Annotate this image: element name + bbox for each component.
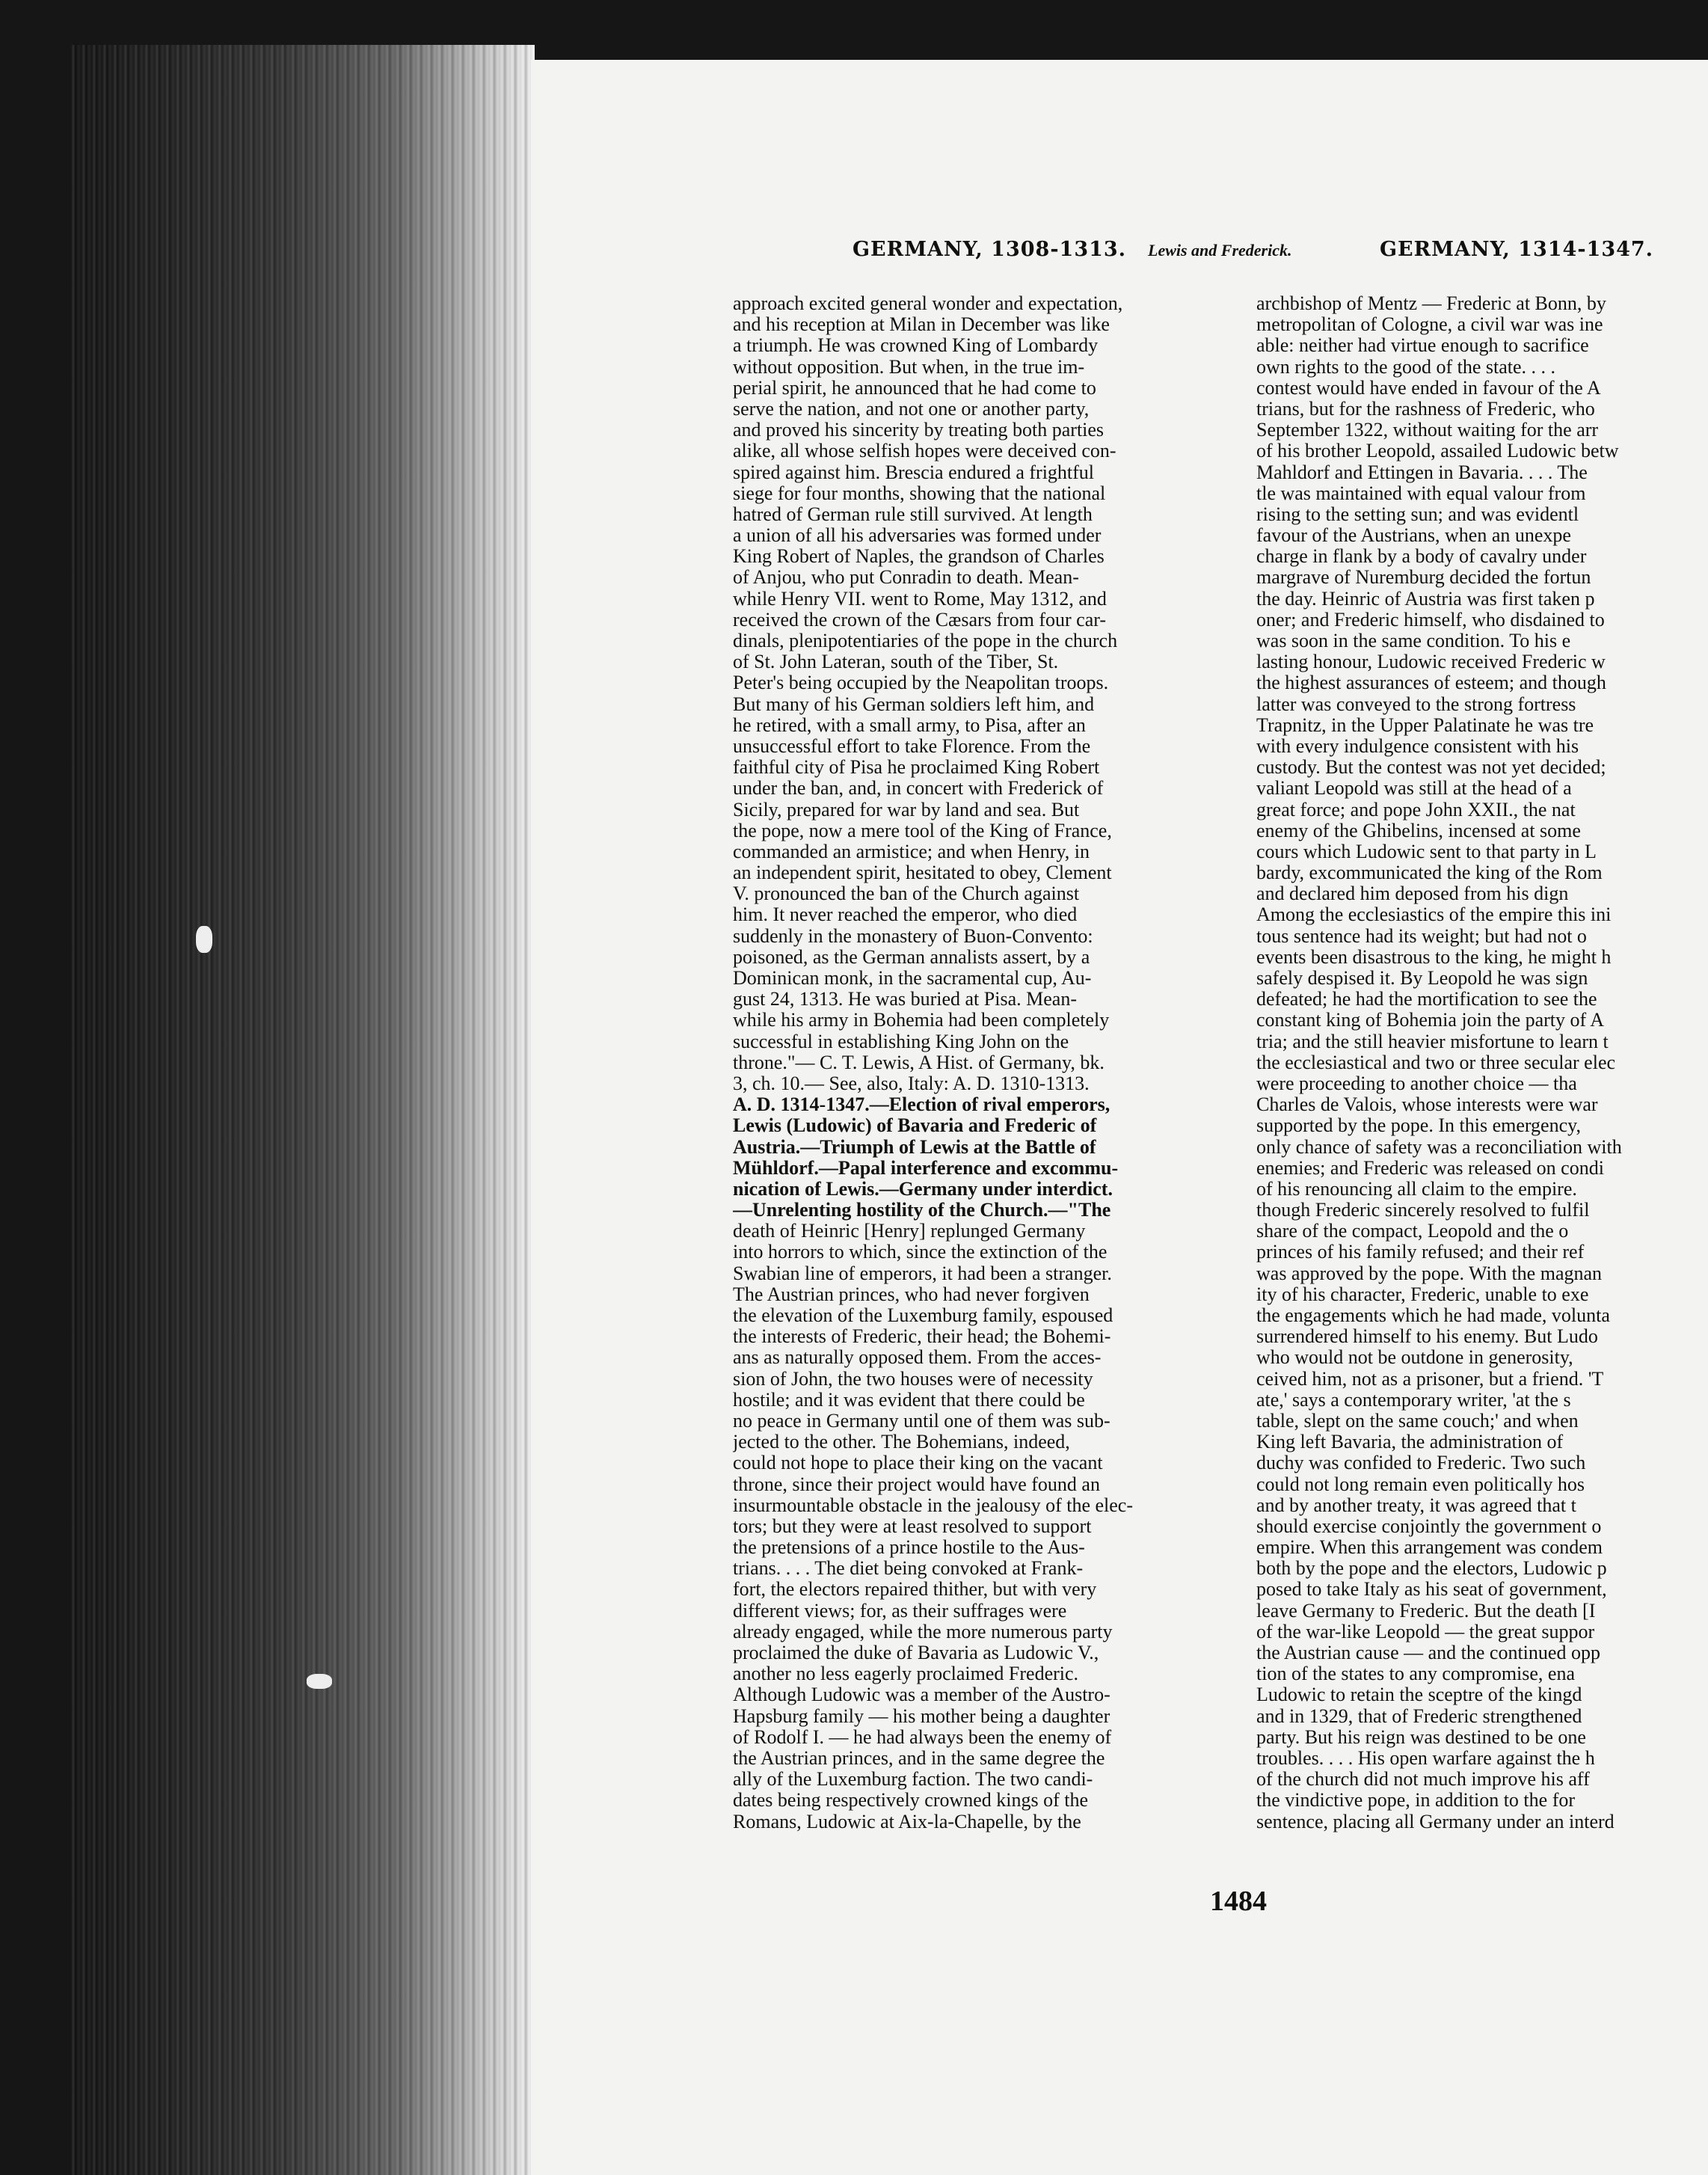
text-line: dates being respectively crowned kings of the — [733, 1790, 1089, 1812]
text-line: another no less eagerly proclaimed Frederic. — [733, 1663, 1079, 1685]
text-line: the pretensions of a prince hostile to the Aus- — [733, 1537, 1085, 1559]
text-line: no peace in Germany until one of them was sub- — [733, 1410, 1110, 1432]
text-line: contest would have ended in favour of the A — [1256, 377, 1601, 399]
text-line: archbishop of Mentz — Frederic at Bonn, by — [1256, 293, 1606, 314]
text-line: 3, ch. 10.— See, also, Italy: A. D. 1310-1313. — [733, 1073, 1090, 1094]
text-line: Trapnitz, in the Upper Palatinate he was tre — [1256, 714, 1594, 736]
text-line: a triumph. He was crowned King of Lombardy — [733, 335, 1099, 357]
text-line: custody. But the contest was not yet decided; — [1256, 757, 1606, 779]
text-line: into horrors to which, since the extinction of the — [733, 1242, 1108, 1263]
text-line: suddenly in the monastery of Buon-Convento: — [733, 925, 1093, 947]
text-line: both by the pope and the electors, Ludowic p — [1256, 1558, 1607, 1580]
text-line: the day. Heinric of Austria was first taken p — [1256, 588, 1595, 610]
text-line: King Robert of Naples, the grandson of Charles — [733, 546, 1105, 568]
text-line: of Rodolf I. — he had always been the enemy of — [733, 1726, 1112, 1748]
text-line: death of Heinric [Henry] replunged Germany — [733, 1221, 1086, 1242]
text-line: tous sentence had its weight; but had not o — [1256, 925, 1587, 947]
text-line: Mahldorf and Ettingen in Bavaria. . . . The — [1256, 461, 1588, 483]
text-line: posed to take Italy as his seat of government, — [1256, 1579, 1607, 1601]
text-line: the engagements which he had made, volunta — [1256, 1305, 1610, 1326]
text-line: Lewis (Ludowic) of Bavaria and Frederic of — [733, 1115, 1097, 1137]
text-line: nication of Lewis.—Germany under interdict. — [733, 1178, 1113, 1200]
text-line: hostile; and it was evident that there could be — [733, 1389, 1085, 1411]
text-line: while Henry VII. went to Rome, May 1312, and — [733, 588, 1107, 610]
text-line: oner; and Frederic himself, who disdained to — [1256, 609, 1605, 631]
text-line: was soon in the same condition. To his e — [1256, 631, 1571, 651]
text-line: could not hope to place their king on the vacant — [733, 1452, 1103, 1474]
text-line: Charles de Valois, whose interests were war — [1256, 1094, 1598, 1116]
text-line: could not long remain even politically hos — [1256, 1473, 1585, 1495]
text-line: Ludowic to retain the sceptre of the kingd — [1256, 1684, 1582, 1706]
text-line: leave Germany to Frederic. But the death [I — [1256, 1600, 1596, 1622]
text-line: an independent spirit, hesitated to obey, Clement — [733, 862, 1112, 884]
text-line: successful in establishing King John on the — [733, 1031, 1069, 1052]
text-line: perial spirit, he announced that he had come to — [733, 377, 1096, 399]
text-line: latter was conveyed to the strong fortress — [1256, 693, 1576, 715]
text-line: the ecclesiastical and two or three secular elec — [1256, 1052, 1616, 1073]
header-left: GERMANY, 1308-1313. — [853, 238, 1127, 261]
text-line: tors; but they were at least resolved to support — [733, 1515, 1092, 1537]
text-line: enemy of the Ghibelins, incensed at some — [1256, 820, 1581, 841]
text-line: September 1322, without waiting for the arr — [1256, 420, 1599, 441]
text-line: But many of his German soldiers left him, and — [733, 693, 1095, 715]
text-line: the Austrian cause — and the continued opp — [1256, 1642, 1600, 1663]
text-line: of St. John Lateran, south of the Tiber, St. — [733, 651, 1059, 673]
text-line: troubles. . . . His open warfare against the h — [1256, 1747, 1595, 1769]
text-line: constant king of Bohemia join the party of A — [1256, 1010, 1605, 1031]
text-line: Swabian line of emperors, it had been a stranger. — [733, 1263, 1112, 1284]
text-line: fort, the electors repaired thither, but with very — [733, 1579, 1097, 1601]
text-line: ceived him, not as a prisoner, but a friend. 'T — [1256, 1368, 1604, 1390]
text-line: Austria.—Triumph of Lewis at the Battle of — [733, 1136, 1096, 1158]
text-line: him. It never reached the emperor, who died — [733, 904, 1078, 926]
text-line: of his renouncing all claim to the empire. — [1256, 1178, 1577, 1200]
page-number: 1484 — [1210, 1886, 1267, 1917]
text-line: bardy, excommunicated the king of the Rom — [1256, 862, 1603, 884]
text-line: of Anjou, who put Conradin to death. Mean- — [733, 567, 1079, 589]
text-line: Although Ludowic was a member of the Austro- — [733, 1684, 1110, 1706]
text-line: the highest assurances of esteem; and though — [1256, 672, 1606, 694]
text-line: own rights to the good of the state. . . . — [1256, 356, 1556, 378]
text-line: received the crown of the Cæsars from four car- — [733, 609, 1107, 631]
text-line: the Austrian princes, and in the same degree the — [733, 1747, 1105, 1769]
header-right: GERMANY, 1314-1347. — [1380, 238, 1654, 261]
left-column — [733, 293, 1230, 1832]
text-line: and proved his sincerity by treating both parties — [733, 420, 1105, 441]
text-line: jected to the other. The Bohemians, indeed, — [733, 1432, 1070, 1453]
text-line: while his army in Bohemia had been completely — [733, 1010, 1110, 1031]
text-line: should exercise conjointly the government o — [1256, 1515, 1602, 1537]
text-line: ate,' says a contemporary writer, 'at the s — [1256, 1389, 1571, 1411]
text-line: Dominican monk, in the sacramental cup, Au- — [733, 968, 1092, 989]
text-line: rising to the setting sun; and was evidentl — [1256, 503, 1579, 525]
text-line: ally of the Luxemburg faction. The two candi- — [733, 1769, 1093, 1791]
text-line: without opposition. But when, in the true im- — [733, 356, 1085, 378]
text-line: different views; for, as their suffrages were — [733, 1600, 1067, 1622]
text-line: surrendered himself to his enemy. But Ludo — [1256, 1326, 1598, 1348]
text-line: with every indulgence consistent with his — [1256, 735, 1579, 757]
text-line: Sicily, prepared for war by land and sea. But — [733, 799, 1080, 820]
text-line: the elevation of the Luxemburg family, espoused — [733, 1305, 1113, 1326]
text-line: he retired, with a small army, to Pisa, after an — [733, 714, 1086, 736]
text-line: great force; and pope John XXII., the nat — [1256, 799, 1576, 820]
text-line: cours which Ludowic sent to that party in L — [1256, 841, 1597, 862]
text-line: only chance of safety was a reconciliation with — [1256, 1136, 1622, 1158]
text-line: trians. . . . The diet being convoked at Frank- — [733, 1558, 1084, 1580]
text-line: sentence, placing all Germany under an interd — [1256, 1811, 1615, 1832]
text-line: throne, since their project would have found an — [733, 1473, 1100, 1495]
text-line: spired against him. Brescia endured a frightful — [733, 461, 1095, 483]
text-line: gust 24, 1313. He was buried at Pisa. Mean- — [733, 989, 1077, 1010]
text-line: sion of John, the two houses were of necessity — [733, 1368, 1093, 1390]
text-line: approach excited general wonder and expectation, — [733, 293, 1123, 314]
spine-mark — [307, 1674, 332, 1689]
text-line: trians, but for the rashness of Frederic, who — [1256, 398, 1595, 420]
text-line: Among the ecclesiastics of the empire this ini — [1256, 904, 1612, 926]
text-line: Romans, Ludowic at Aix-la-Chapelle, by the — [733, 1811, 1081, 1832]
text-line: though Frederic sincerely resolved to fulfil — [1256, 1200, 1590, 1221]
text-line: ity of his character, Frederic, unable to exe — [1256, 1283, 1589, 1305]
text-line: was approved by the pope. With the magnan — [1256, 1263, 1603, 1284]
text-line: commanded an armistice; and when Henry, in — [733, 841, 1090, 862]
text-line: empire. When this arrangement was condem — [1256, 1537, 1603, 1559]
text-line: princes of his family refused; and their ref — [1256, 1242, 1585, 1263]
header-middle: Lewis and Frederick. — [1148, 241, 1292, 260]
text-line: valiant Leopold was still at the head of a — [1256, 778, 1572, 800]
text-line: Peter's being occupied by the Neapolitan troops. — [733, 672, 1109, 694]
text-line: serve the nation, and not one or another party, — [733, 398, 1090, 420]
text-line: unsuccessful effort to take Florence. From the — [733, 735, 1091, 757]
text-line: were proceeding to another choice — tha — [1256, 1073, 1577, 1094]
text-line: The Austrian princes, who had never forgiven — [733, 1283, 1090, 1305]
text-line: hatred of German rule still survived. At length — [733, 503, 1093, 525]
text-line: under the ban, and, in concert with Frederick of — [733, 778, 1104, 800]
text-line: already engaged, while the more numerous party — [733, 1621, 1113, 1642]
text-line: and in 1329, that of Frederic strengthened — [1256, 1705, 1582, 1727]
text-line: duchy was confided to Frederic. Two such — [1256, 1452, 1586, 1474]
text-line: the pope, now a mere tool of the King of France, — [733, 820, 1112, 841]
text-line: enemies; and Frederic was released on condi — [1256, 1157, 1604, 1179]
text-line: and his reception at Milan in December was like — [733, 314, 1110, 336]
text-line: events been disastrous to the king, he might h — [1256, 946, 1612, 968]
text-line: insurmountable obstacle in the jealousy of the elec- — [733, 1494, 1133, 1516]
running-header — [853, 238, 1708, 268]
text-line: and by another treaty, it was agreed that t — [1256, 1494, 1576, 1516]
text-line: ans as naturally opposed them. From the acces- — [733, 1347, 1102, 1369]
book-spine — [71, 45, 535, 2175]
text-line: tria; and the still heavier misfortune to learn t — [1256, 1031, 1609, 1052]
text-line: lasting honour, Ludowic received Frederic w — [1256, 651, 1606, 673]
right-column — [1256, 293, 1708, 1832]
text-line: V. pronounced the ban of the Church against — [733, 883, 1080, 905]
text-line: party. But his reign was destined to be one — [1256, 1726, 1586, 1748]
text-line: of the war-like Leopold — the great suppor — [1256, 1621, 1595, 1642]
text-line: defeated; he had the mortification to see the — [1256, 989, 1597, 1010]
text-line: faithful city of Pisa he proclaimed King Robert — [733, 757, 1100, 779]
text-line: a union of all his adversaries was formed under — [733, 525, 1102, 547]
text-line: safely despised it. By Leopold he was sign — [1256, 968, 1588, 989]
text-line: King left Bavaria, the administration of — [1256, 1432, 1564, 1453]
text-line: metropolitan of Cologne, a civil war was ine — [1256, 314, 1603, 336]
text-line: —Unrelenting hostility of the Church.—"The — [733, 1200, 1111, 1221]
text-line: A. D. 1314-1347.—Election of rival emperors, — [733, 1094, 1110, 1116]
text-line: share of the compact, Leopold and the o — [1256, 1221, 1569, 1242]
text-line: table, slept on the same couch;' and when — [1256, 1410, 1579, 1432]
text-line: tle was maintained with equal valour from — [1256, 482, 1586, 504]
text-line: poisoned, as the German annalists assert, by a — [733, 946, 1090, 968]
text-line: charge in flank by a body of cavalry under — [1256, 546, 1587, 568]
text-line: Mühldorf.—Papal interference and excommu- — [733, 1157, 1119, 1179]
text-line: Hapsburg family — his mother being a daughter — [733, 1705, 1110, 1727]
text-line: dinals, plenipotentiaries of the pope in the church — [733, 631, 1118, 651]
text-line: able: neither had virtue enough to sacrifice — [1256, 335, 1589, 357]
text-line: of the church did not much improve his aff — [1256, 1769, 1590, 1791]
text-line: of his brother Leopold, assailed Ludowic betw — [1256, 441, 1619, 462]
text-line: favour of the Austrians, when an unexpe — [1256, 525, 1571, 547]
text-line: proclaimed the duke of Bavaria as Ludowic V., — [733, 1642, 1099, 1663]
spine-mark — [196, 926, 212, 953]
text-line: siege for four months, showing that the national — [733, 482, 1106, 504]
text-line: the vindictive pope, in addition to the for — [1256, 1790, 1576, 1812]
text-line: and declared him deposed from his dign — [1256, 883, 1569, 905]
text-line: who would not be outdone in generosity, — [1256, 1347, 1573, 1369]
text-line: throne."— C. T. Lewis, A Hist. of Germany, bk. — [733, 1052, 1105, 1073]
text-line: margrave of Nuremburg decided the fortun — [1256, 567, 1591, 589]
text-line: supported by the pope. In this emergency, — [1256, 1115, 1581, 1137]
text-line: tion of the states to any compromise, ena — [1256, 1663, 1576, 1685]
text-line: the interests of Frederic, their head; the Bohemi- — [733, 1326, 1111, 1348]
text-line: alike, all whose selfish hopes were deceived con- — [733, 441, 1116, 462]
